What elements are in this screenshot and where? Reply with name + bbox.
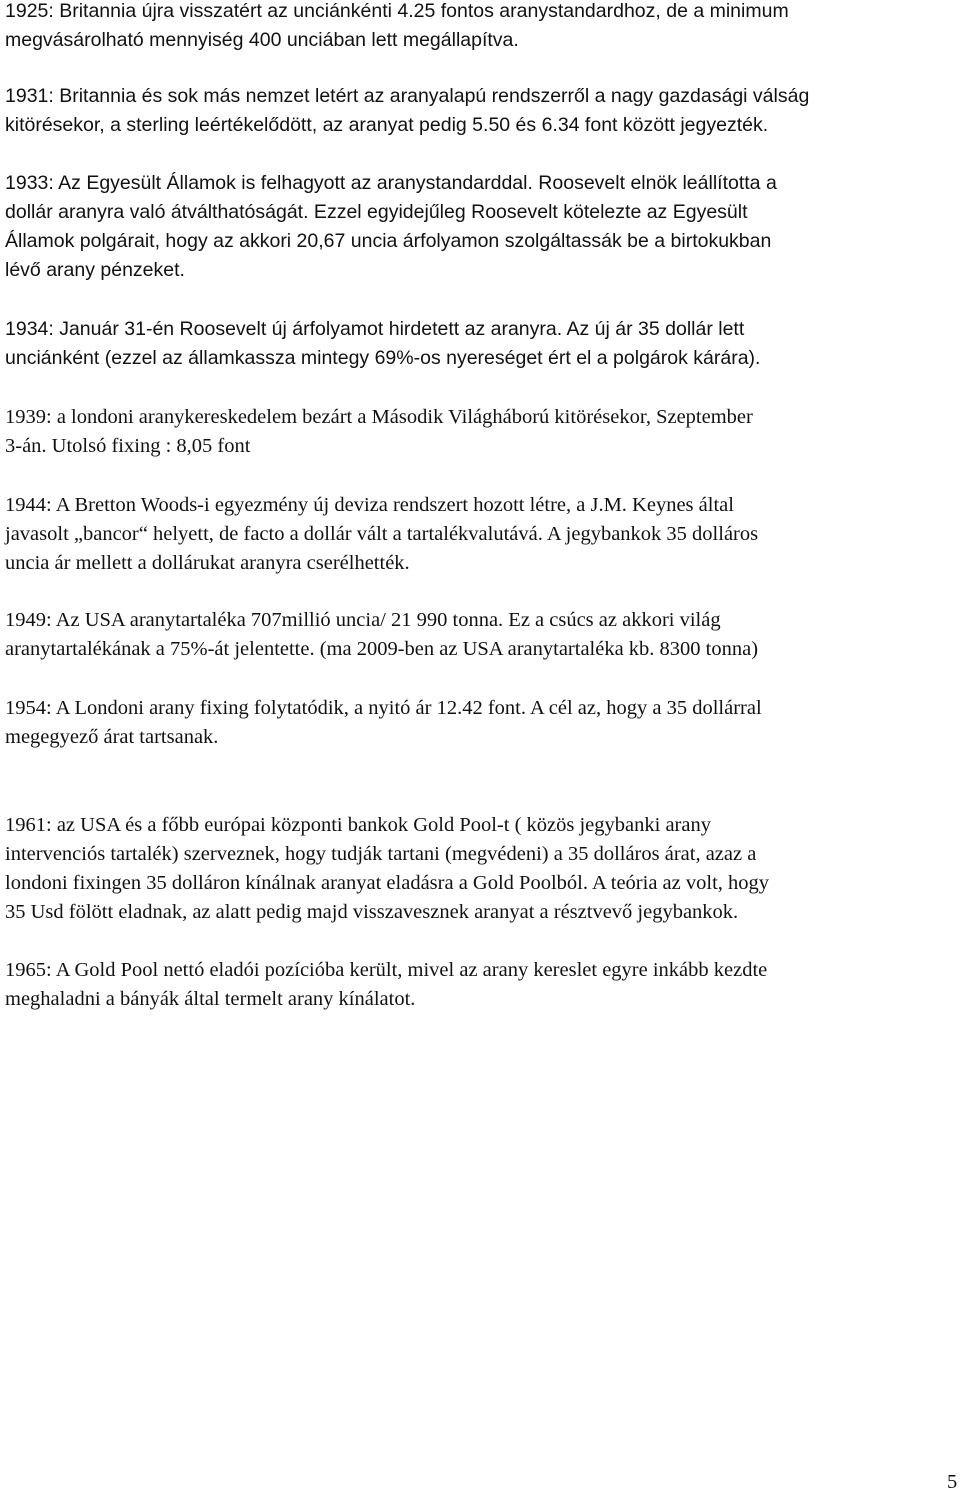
entry-line: Államok polgárait, hogy az akkori 20,67 uncia árfolyamon szolgáltassák be a birtokukban xyxy=(5,230,772,252)
entry-line: megvásárolható mennyiség 400 unciában lett megállapítva. xyxy=(5,29,519,51)
entry-1934 xyxy=(5,315,760,373)
entry-line: 1925: Britannia újra visszatért az unciánkénti 4.25 fontos aranystandardhoz, de a minimum xyxy=(5,0,789,22)
entry-line: 35 Usd fölött eladnak, az alatt pedig majd visszavesznek aranyat a résztvevő jegybankok. xyxy=(5,901,739,923)
entry-1939 xyxy=(5,403,753,461)
entry-line: 1949: Az USA aranytartaléka 707millió uncia/ 21 990 tonna. Ez a csúcs az akkori világ xyxy=(5,609,721,631)
entry-line: londoni fixingen 35 dolláron kínálnak aranyat eladásra a Gold Poolból. A teória az volt, hogy xyxy=(5,872,770,894)
entry-1961 xyxy=(5,811,769,927)
entry-line: lévő arany pénzeket. xyxy=(5,259,185,281)
entry-line: 1939: a londoni aranykereskedelem bezárt a Második Világháború kitörésekor, Szeptember xyxy=(5,406,753,428)
entry-line: 1965: A Gold Pool nettó eladói pozícióba került, mivel az arany kereslet egyre inkább kezdte xyxy=(5,959,768,981)
entry-line: 1933: Az Egyesült Államok is felhagyott az aranystandarddal. Roosevelt elnök leállította a xyxy=(5,172,777,194)
entry-1933 xyxy=(5,169,777,285)
entry-line: unciánként (ezzel az államkassza mintegy 69%-os nyereséget ért el a polgárok kárára). xyxy=(5,347,761,369)
entry-line: uncia ár mellett a dollárukat aranyra cserélhették. xyxy=(5,552,410,574)
entry-1954 xyxy=(5,694,762,752)
entry-line: meghaladni a bányák által termelt arany kínálatot. xyxy=(5,988,416,1010)
entry-line: 1934: Január 31-én Roosevelt új árfolyamot hirdetett az aranyra. Az új ár 35 dollár lett xyxy=(5,318,745,340)
entry-line: 1931: Britannia és sok más nemzet letért az aranyalapú rendszerről a nagy gazdasági válság xyxy=(5,85,810,107)
entry-1949 xyxy=(5,606,758,664)
entry-line: 1954: A Londoni arany fixing folytatódik, a nyitó ár 12.42 font. A cél az, hogy a 35 dollárral xyxy=(5,697,762,719)
entry-line: javasolt „bancor“ helyett, de facto a dollár vált a tartalékvalutává. A jegybankok 35 dolláros xyxy=(5,523,759,545)
entry-1931 xyxy=(5,82,809,140)
entry-1925 xyxy=(5,0,789,55)
entry-line: 1944: A Bretton Woods-i egyezmény új deviza rendszert hozott létre, a J.M. Keynes által xyxy=(5,494,734,516)
entry-1965 xyxy=(5,956,767,1014)
entry-line: 1961: az USA és a főbb európai központi bankok Gold Pool-t ( közös jegybanki arany xyxy=(5,814,711,836)
entry-line: 3-án. Utolsó fixing : 8,05 font xyxy=(5,435,251,457)
entry-line: megegyező árat tartsanak. xyxy=(5,726,219,748)
entry-line: intervenciós tartalék) szerveznek, hogy tudják tartani (megvédeni) a 35 dolláros árat, azaz a xyxy=(5,843,757,865)
entry-line: aranytartalékának a 75%-át jelentette. (ma 2009-ben az USA aranytartaléka kb. 8300 tonna) xyxy=(5,638,759,660)
entry-line: dollár aranyra való átválthatóságát. Ezzel egyidejűleg Roosevelt kötelezte az Egyesült xyxy=(5,201,748,223)
entry-line: kitörésekor, a sterling leértékelődött, az aranyat pedig 5.50 és 6.34 font között jegyezték. xyxy=(5,114,769,136)
entry-1944 xyxy=(5,491,758,578)
page-number: 5 xyxy=(947,1471,958,1493)
